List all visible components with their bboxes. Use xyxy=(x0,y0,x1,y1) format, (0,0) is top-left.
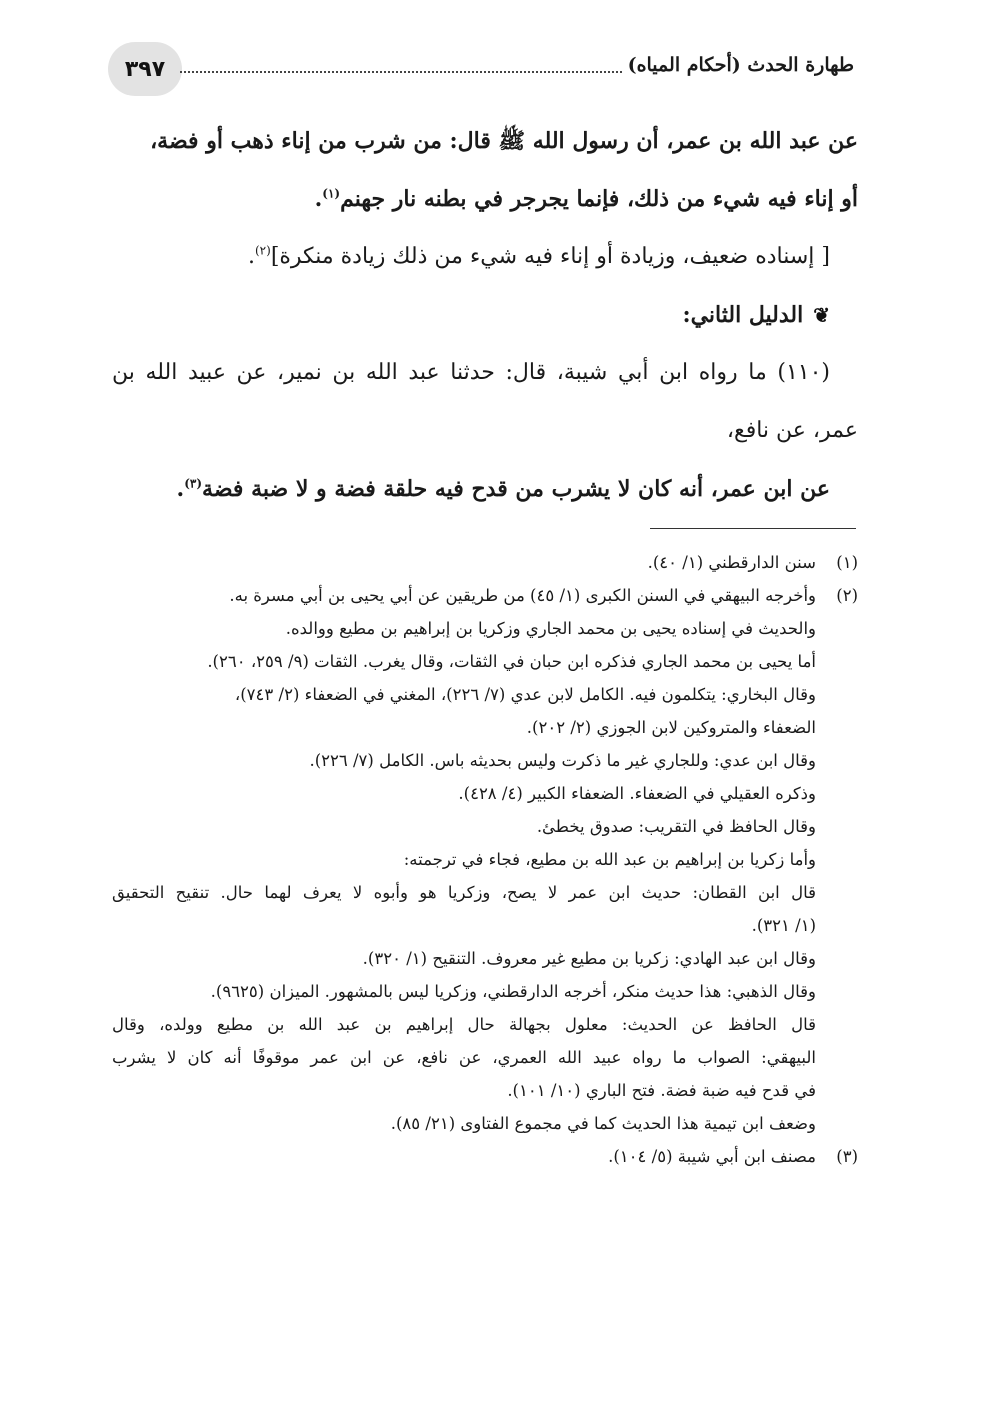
athar-text: عن ابن عمر، أنه كان لا يشرب من قدح فيه حلقة فضة و لا ضبة فضة xyxy=(202,476,830,502)
main-text xyxy=(112,112,858,518)
sentence-end: . xyxy=(247,244,255,269)
footnote-line: قال ابن القطان: حديث ابن عمر لا يصح، وزكريا هو وأبوه لا يعرف لهما حال. تنقيح التحقيق xyxy=(112,883,816,902)
heading-text: الدليل الثاني: xyxy=(682,302,804,328)
footnote-number: (١) xyxy=(836,553,858,572)
footnote-line: قال الحافظ عن الحديث: معلول بجهالة حال إبراهيم بن عبد الله بن مطيع وولده، وقال xyxy=(112,1015,816,1034)
footnote-2 xyxy=(112,579,858,612)
grading-text: [ إسناده ضعيف، وزيادة أو إناء فيه شيء من ذلك زيادة منكرة] xyxy=(270,244,830,269)
narration-line-2: عمر، عن نافع، xyxy=(726,418,858,443)
narration-line-1: (١١٠) ما رواه ابن أبي شيبة، قال: حدثنا عبد الله بن نمير، عن عبيد الله بن xyxy=(112,360,830,385)
footnote-ref[interactable]: (٢) xyxy=(254,243,271,258)
footnote-text: سنن الدارقطني (١/ ٤٠). xyxy=(647,553,816,572)
header-title-row xyxy=(180,54,860,76)
footnote-line: وقال الحافظ في التقريب: صدوق يخطئ. xyxy=(536,817,816,836)
footnote-line: البيهقي: الصواب ما رواه عبيد الله العمري، عن نافع، عن ابن عمر موقوفًا أنه كان لا يشرب xyxy=(112,1048,816,1067)
dotted-leader xyxy=(180,57,622,73)
footnote-text: وأخرجه البيهقي في السنن الكبرى (١/ ٤٥) من طريقين عن أبي يحيى بن أبي مسرة به. xyxy=(229,586,816,605)
footnote-ref[interactable]: (١) xyxy=(322,186,341,201)
footnote-line: (١/ ٣٢١). xyxy=(751,916,816,935)
footnote-line: وقال ابن عدي: وللجاري غير ما ذكرت وليس بحديثه باس. الكامل (٧/ ٢٢٦). xyxy=(309,751,816,770)
footnote-text: مصنف ابن أبي شيبة (٥/ ١٠٤). xyxy=(608,1147,816,1166)
sentence-end: . xyxy=(176,476,185,502)
page-number-badge: ٣٩٧ xyxy=(108,42,182,96)
footnote-line: وضعف ابن تيمية هذا الحديث كما في مجموع الفتاوى (٢١/ ٨٥). xyxy=(390,1114,816,1133)
grading-line xyxy=(112,228,858,286)
hadith-text-line-1: عن عبد الله بن عمر، أن رسول الله ﷺ قال: من شرب من إناء ذهب أو فضة، xyxy=(150,128,858,154)
footnote-number: (٣) xyxy=(836,1147,858,1166)
footnote-separator xyxy=(650,528,856,529)
footnote-line: أما يحيى بن محمد الجاري فذكره ابن حبان في الثقات، وقال يغرب. الثقات (٩/ ٢٥٩، ٢٦٠). xyxy=(207,652,816,671)
athar-text-line xyxy=(112,460,858,518)
footnote-line: وأما زكريا بن إبراهيم بن عبد الله بن مطيع، فجاء في ترجمته: xyxy=(403,850,816,869)
footnote-line: الضعفاء والمتروكين لابن الجوزي (٢/ ٢٠٢). xyxy=(526,718,816,737)
footnote-line: في قدح فيه ضبة فضة. فتح الباري (١٠/ ١٠١). xyxy=(507,1081,816,1100)
footnote-ref[interactable]: (٣) xyxy=(184,476,203,491)
running-header xyxy=(108,42,860,96)
footnote-number: (٢) xyxy=(836,586,858,605)
footnote-3 xyxy=(112,1140,858,1173)
sentence-end: . xyxy=(314,186,323,212)
chapter-title: طهارة الحدث (أحكام المياه) xyxy=(627,54,854,76)
hadith-text: أو إناء فيه شيء من ذلك، فإنما يجرجر في بطنه نار جهنم xyxy=(340,186,858,212)
footnote-line: والحديث في إسناده يحيى بن محمد الجاري وزكريا بن إبراهيم بن مطيع ووالده. xyxy=(285,619,816,638)
footnote-line: وقال ابن عبد الهادي: زكريا بن مطيع غير معروف. التنقيح (١/ ٣٢٠). xyxy=(362,949,816,968)
hadith-text-line-2 xyxy=(112,170,858,228)
footnote-line: وقال البخاري: يتكلمون فيه. الكامل لابن عدي (٧/ ٢٢٦)، المغني في الضعفاء (٢/ ٧٤٣)، xyxy=(234,685,816,704)
footnote-1 xyxy=(112,546,858,579)
leaf-ornament-icon: ❦ xyxy=(813,303,830,327)
section-heading xyxy=(112,286,858,344)
footnote-line: وقال الذهبي: هذا حديث منكر، أخرجه الدارقطني، وزكريا ليس بالمشهور. الميزان (٩٦٢٥). xyxy=(210,982,816,1001)
footnote-line: وذكره العقيلي في الضعفاء. الضعفاء الكبير (٤/ ٤٢٨). xyxy=(458,784,816,803)
footnotes xyxy=(112,546,858,1173)
